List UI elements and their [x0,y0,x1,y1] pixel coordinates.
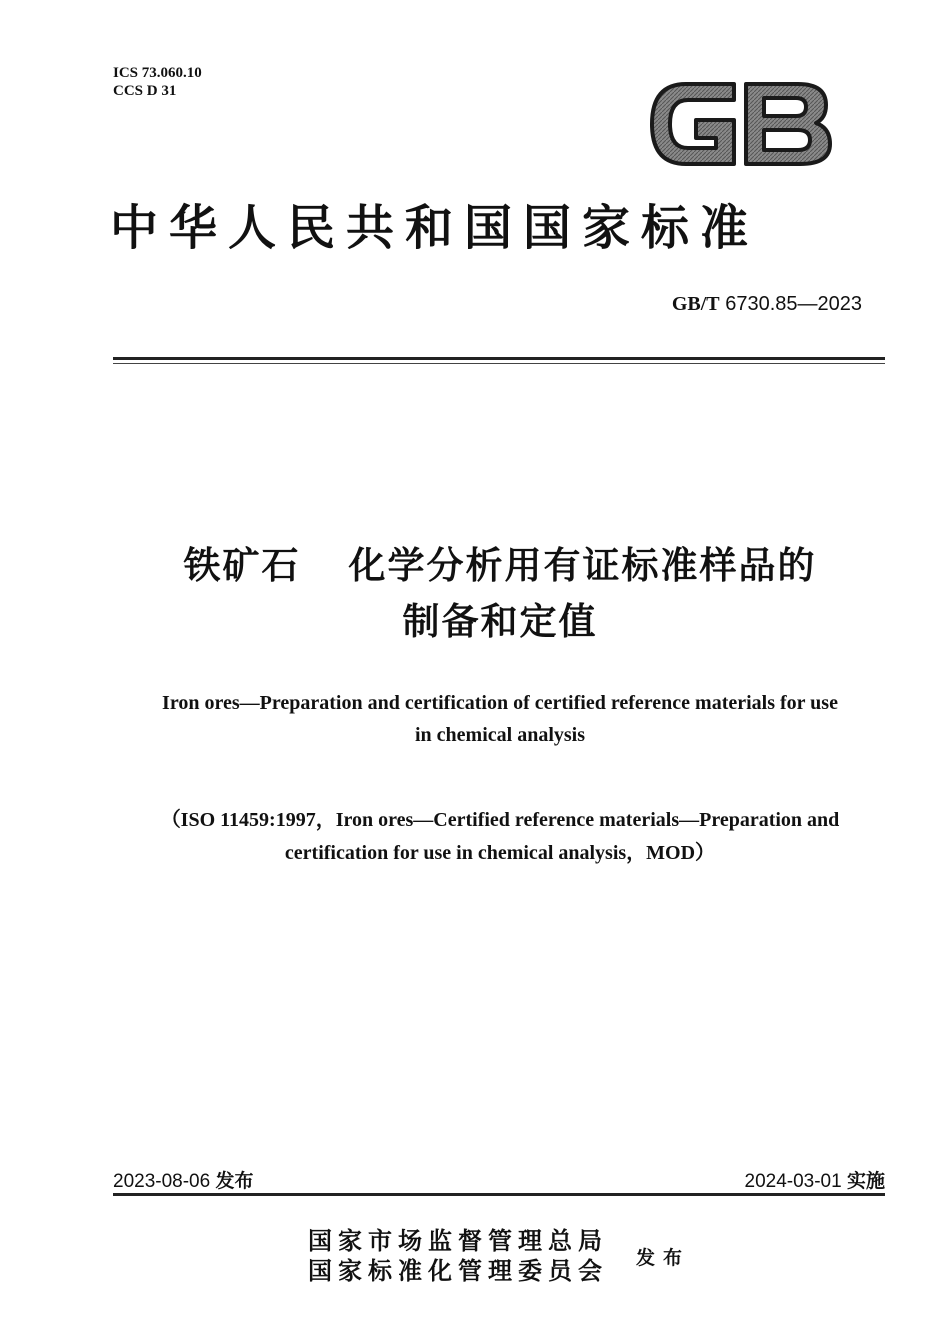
issuers-action: 发布 [636,1247,691,1269]
implementation-date [745,1166,886,1193]
issue-date-label: 发布 [215,1170,254,1192]
issuer-1: 国家市场监督管理总局 [308,1226,608,1255]
standard-number-prefix: GB/T [671,293,720,315]
chinese-title [100,538,900,650]
english-title [110,687,890,751]
classification-codes [113,64,202,100]
implementation-date-label: 实施 [846,1170,885,1192]
english-title-line-2: in chemical analysis [414,724,585,746]
gb-logo-text: GB [739,136,741,137]
issuer-2: 国家标准化管理委员会 [308,1256,608,1285]
chinese-title-line-2: 制备和定值 [402,600,598,643]
ccs-code: CCS D 31 [113,83,177,99]
chinese-title-line-1 [100,538,900,594]
ics-code: ICS 73.060.10 [113,65,202,81]
standard-number-value: 6730.85—2023 [725,293,862,315]
standard-number [672,293,862,316]
top-divider [113,357,885,360]
iso-reference-line-2: certification for use in chemical analysis，MOD） [284,842,716,864]
chinese-title-part-2: 化学分析用有证标准样品的 [348,544,817,587]
english-title-line-1: Iron ores—Preparation and certification of certified reference materials for use [162,692,838,714]
iso-reference-line-1: （ISO 11459:1997，Iron ores—Certified reference materials—Preparation and [160,809,840,831]
iso-reference [110,804,890,870]
issuing-authorities [308,1226,608,1286]
gb-logo [646,76,834,172]
bottom-divider [113,1193,885,1196]
issue-date [113,1166,254,1193]
top-divider-thin [113,363,885,364]
national-standard-title: 中华人民共和国国家标准 [110,200,760,256]
implementation-date-value: 2024-03-01 [744,1171,842,1192]
issue-date-value: 2023-08-06 [113,1171,211,1192]
chinese-title-part-1: 铁矿石 [183,544,301,587]
